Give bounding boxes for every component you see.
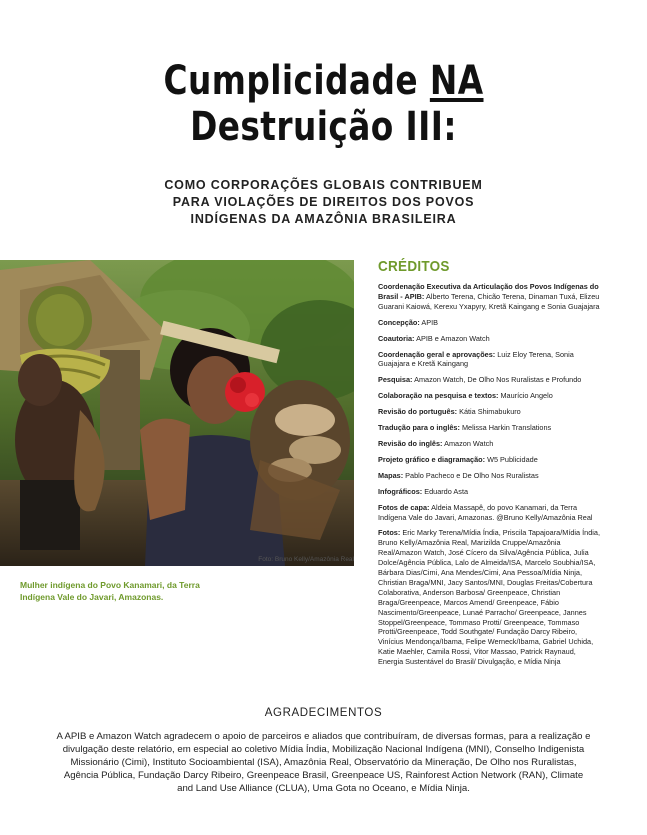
subtitle-line-3: INDÍGENAS DA AMAZÔNIA BRASILEIRA	[190, 212, 457, 226]
credit-label: Coautoria:	[378, 333, 415, 343]
credit-entry	[378, 407, 602, 417]
credit-text: Amazon Watch, De Olho Nos Ruralistas e Profundo	[412, 375, 582, 385]
credit-entry	[378, 503, 602, 523]
credit-text: W5 Publicidade	[485, 454, 538, 464]
credit-text: Amazon Watch	[442, 438, 494, 448]
credit-entry	[378, 471, 602, 481]
credit-label: Projeto gráfico e diagramação:	[378, 454, 486, 464]
credit-entry	[378, 375, 602, 385]
credit-text: Maurício Angelo	[498, 391, 553, 401]
title-word: Cumplicidade	[163, 58, 419, 104]
credit-entry	[378, 528, 602, 667]
credit-entry	[378, 391, 602, 401]
credit-entry	[378, 282, 602, 312]
title-line-1	[58, 58, 589, 104]
credit-label: Fotos:	[378, 528, 401, 538]
credit-text: Pablo Pacheco e De Olho Nos Ruralistas	[403, 470, 539, 480]
credit-entry	[378, 439, 602, 449]
credit-text: Alberto Terena, Chicão Terena, Dinaman Tuxá, Elizeu Guarani Kaiowá, Kerexu Yxapyry, Kretã Kaingang e Sonia Guajajara	[378, 291, 600, 311]
credit-label: Coordenação geral e aprovações:	[378, 349, 496, 359]
credit-entry	[378, 334, 602, 344]
credit-text: Aldeia Massapê, do povo Kanamari, da Terra Indígena Vale do Javari, Amazonas. @Bruno Kelly/Amazônia Real	[378, 502, 593, 522]
credit-text: APIB e Amazon Watch	[414, 333, 490, 343]
credit-entry	[378, 487, 602, 497]
credits-section	[378, 258, 602, 673]
credit-entry	[378, 423, 602, 433]
credit-entry	[378, 350, 602, 370]
credit-entry	[378, 455, 602, 465]
credit-label: Mapas:	[378, 470, 404, 480]
photo-caption: Mulher indígena do Povo Kanamari, da Terra Indígena Vale do Javari, Amazonas.	[20, 580, 200, 602]
credit-text: Kátia Shimabukuro	[457, 407, 521, 417]
report-title	[0, 58, 647, 150]
credit-text: Luiz Eloy Terena, Sonia Guajajara e Kretã Kaingang	[378, 349, 574, 369]
report-subtitle	[0, 177, 647, 228]
credit-label: Colaboração na pesquisa e textos:	[378, 391, 499, 401]
credit-label: Concepção:	[378, 317, 420, 327]
subtitle-line-1: COMO CORPORAÇÕES GLOBAIS CONTRIBUEM	[164, 178, 483, 192]
title-line-2: Destruição III:	[190, 104, 457, 150]
credit-label: Fotos de capa:	[378, 502, 430, 512]
cover-photo	[0, 260, 354, 566]
credit-label: Pesquisa:	[378, 375, 413, 385]
acknowledgments-heading: AGRADECIMENTOS	[264, 707, 383, 719]
credit-text: Melissa Harkin Translations	[459, 423, 552, 433]
acknowledgments-text: A APIB e Amazon Watch agradecem o apoio de parceiros e aliados que contribuíram, de diversas formas, para a realização e divulgação deste relatório, em especial ao coletivo Mídia Índia, Mobilização Nacional Indígena (MNI), Conselho Indigenista Missionário (Cimi), Instituto Socioambiental (ISA), Amazônia Real, Observatório da Mineração, De Olho nos Ruralistas, Agência Pública, Fundação Darcy Ribeiro, Greenpeace Brasil, Greenpeace US, Rainforest Action Network (RAN), Climate and Land Use Alliance (CLUA), Uma Gota no Oceano, e Mídia Ninja.	[56, 731, 591, 794]
credit-entry	[378, 318, 602, 328]
credit-text: Eric Marky Terena/Mídia Índia, Priscila Tapajoara/Mídia Índia, Bruno Kelly/Amazônia Real, Marizilda Cruppe/Amazônia Real/Amazon Watch, José Cícero da Silva/Agência Pública, Julia Dolce/Agência Pública, Lalo de Almeida/ISA, Marcelo Soubhia/ISA, Bárbara Dias/Cimi, Ana Mendes/Cimi, Ana Pessoa/Mídia Ninja, Christian Braga/MNI, Jacy Santos/MNI, Douglas Freitas/Cobertura Colaborativa, Anderson Barbosa/ Greenpeace, Christian Braga/Greenpeace, Marcos Amend/ Greenpeace, Fábio Nascimento/Greenpeace, Lunaé Parracho/ Greenpeace, Jannes Stoppel/Greenpeace, Tommaso Protti/ Greenpeace, Tommaso Protti/Greenpeace, Todd Southgate/ Fundação Darcy Ribeiro, Vinícius Mendonça/Ibama, Felipe Werneck/Ibama, Gabriel Uchida, Katie Maehler, Camila Rossi, Vitor Massao, Patrick Raynaud, Energia Sustentável do Brasil/ Divulgação, e Mídia Ninja	[378, 528, 600, 667]
credit-label: Infográficos:	[378, 486, 423, 496]
photo-credit: Foto: Bruno Kelly/Amazônia Real	[258, 556, 354, 563]
title-na: NA	[429, 58, 484, 104]
credit-label: Revisão do português:	[378, 407, 458, 417]
subtitle-line-2: PARA VIOLAÇÕES DE DIREITOS DOS POVOS	[172, 195, 475, 209]
credit-text: Eduardo Asta	[422, 486, 469, 496]
credit-label: Revisão do inglês:	[378, 438, 443, 448]
photo-illustration	[0, 260, 354, 566]
credit-text: APIB	[419, 317, 439, 327]
credit-label: Tradução para o inglês:	[378, 423, 460, 433]
credits-heading: CRÉDITOS	[378, 258, 450, 275]
credit-label: Coordenação Executiva da Articulação dos Povos Indígenas do Brasil - APIB:	[378, 282, 599, 301]
